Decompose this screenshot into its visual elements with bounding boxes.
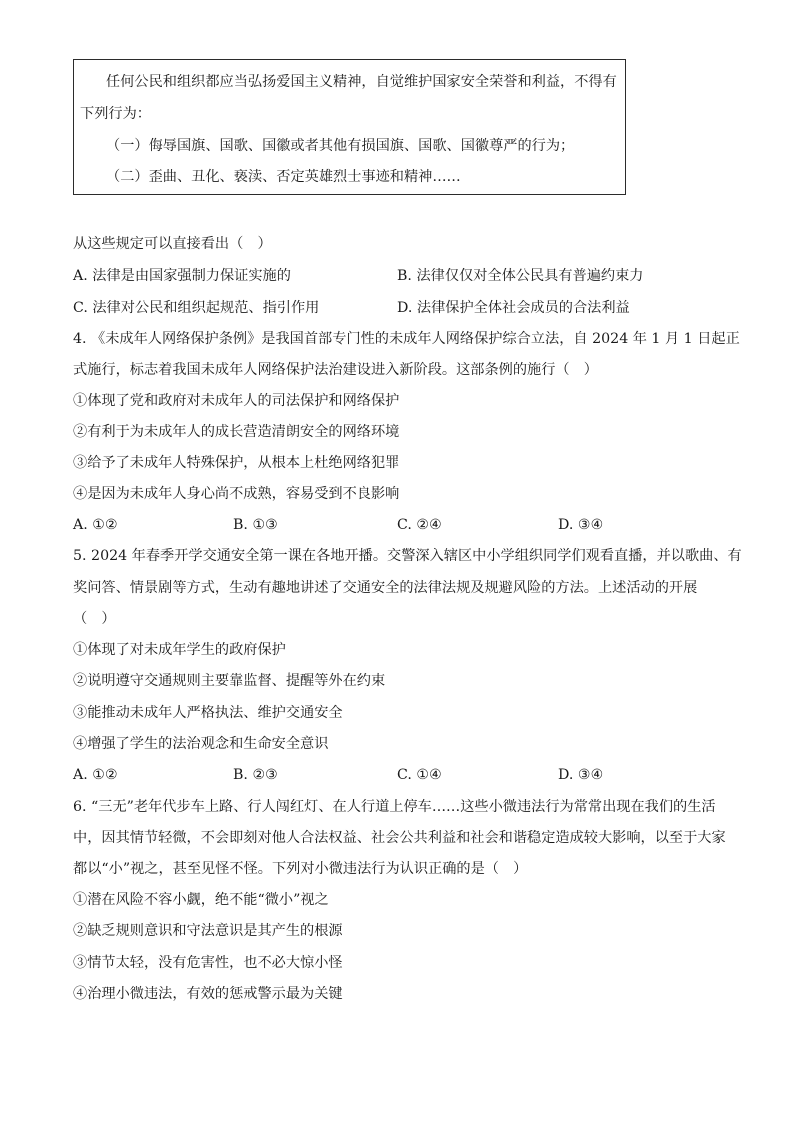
q5-stem-line-2: 奖问答、情景剧等方式，生动有趣地讲述了交通安全的法律法规及规避风险的方法。上述活动的开展 <box>73 580 698 596</box>
q4-stem-line-1: 4. 《未成年人网络保护条例》是我国首部专门性的未成年人网络保护综合立法，自 2024 年 1 月 1 日起正 <box>73 331 740 347</box>
q3-option-a[interactable]: A. 法律是由国家强制力保证实施的 <box>73 268 291 284</box>
q4-item-2: ②有利于为未成年人的成长营造清朗安全的网络环境 <box>73 424 400 440</box>
q4-item-4: ④是因为未成年人身心尚不成熟，容易受到不良影响 <box>73 486 400 502</box>
q5-option-b[interactable]: B. ②③ <box>233 767 278 783</box>
q4-stem-line-2: 式施行，标志着我国未成年人网络保护法治建设进入新阶段。这部条例的施行（ ） <box>73 362 598 378</box>
q4-option-c[interactable]: C. ②④ <box>397 517 442 533</box>
q4-option-b[interactable]: B. ①③ <box>233 517 278 533</box>
q5-option-a[interactable]: A. ①② <box>73 767 118 783</box>
q3-option-b[interactable]: B. 法律仅仅对全体公民具有普遍约束力 <box>397 268 644 284</box>
q5-item-4: ④增强了学生的法治观念和生命安全意识 <box>73 736 329 752</box>
q6-item-4: ④治理小微违法，有效的惩戒警示最为关键 <box>73 986 343 1002</box>
q6-stem-line-2: 中，因其情节轻微，不会即刻对他人合法权益、社会公共利益和社会和谐稳定造成较大影响，以至于大家 <box>73 830 726 846</box>
q3-option-d[interactable]: D. 法律保护全体社会成员的合法利益 <box>397 300 630 316</box>
quote-line-2: 下列行为： <box>80 106 151 122</box>
q6-item-1: ①潜在风险不容小觑，绝不能“微小”视之 <box>73 892 329 908</box>
q5-item-3: ③能推动未成年人严格执法、维护交通安全 <box>73 705 343 721</box>
q5-stem-line-3: （ ） <box>73 611 116 627</box>
q4-option-a[interactable]: A. ①② <box>73 517 118 533</box>
q6-stem-line-1: 6. “三无”老年代步车上路、行人闯红灯、在人行道上停车……这些小微违法行为常常出现在我们的生活 <box>73 799 716 815</box>
q5-option-c[interactable]: C. ①④ <box>397 767 442 783</box>
quote-line-3: （一）侮辱国旗、国歌、国徽或者其他有损国旗、国歌、国徽尊严的行为； <box>106 138 575 154</box>
quote-line-4: （二）歪曲、丑化、亵渎、否定英雄烈士事迹和精神…… <box>106 169 461 185</box>
q3-stem: 从这些规定可以直接看出（ ） <box>73 236 272 252</box>
q3-option-c[interactable]: C. 法律对公民和组织起规范、指引作用 <box>73 300 320 316</box>
q6-item-2: ②缺乏规则意识和守法意识是其产生的根源 <box>73 923 343 939</box>
q5-item-2: ②说明遵守交通规则主要靠监督、提醒等外在约束 <box>73 673 386 689</box>
q4-option-d[interactable]: D. ③④ <box>558 517 604 533</box>
q6-stem-line-3: 都以“小”视之，甚至见怪不怪。下列对小微违法行为认识正确的是（ ） <box>73 861 528 877</box>
quote-line-1: 任何公民和组织都应当弘扬爱国主义精神，自觉维护国家安全荣誉和利益，不得有 <box>106 74 617 90</box>
q4-item-3: ③给予了未成年人特殊保护，从根本上杜绝网络犯罪 <box>73 455 400 471</box>
q5-stem-line-1: 5. 2024 年春季开学交通安全第一课在各地开播。交警深入辖区中小学组织同学们观看直播，并以歌曲、有 <box>73 548 742 564</box>
q6-item-3: ③情节太轻，没有危害性，也不必大惊小怪 <box>73 955 343 971</box>
q5-item-1: ①体现了对未成年学生的政府保护 <box>73 642 286 658</box>
q4-item-1: ①体现了党和政府对未成年人的司法保护和网络保护 <box>73 393 400 409</box>
q5-option-d[interactable]: D. ③④ <box>558 767 604 783</box>
